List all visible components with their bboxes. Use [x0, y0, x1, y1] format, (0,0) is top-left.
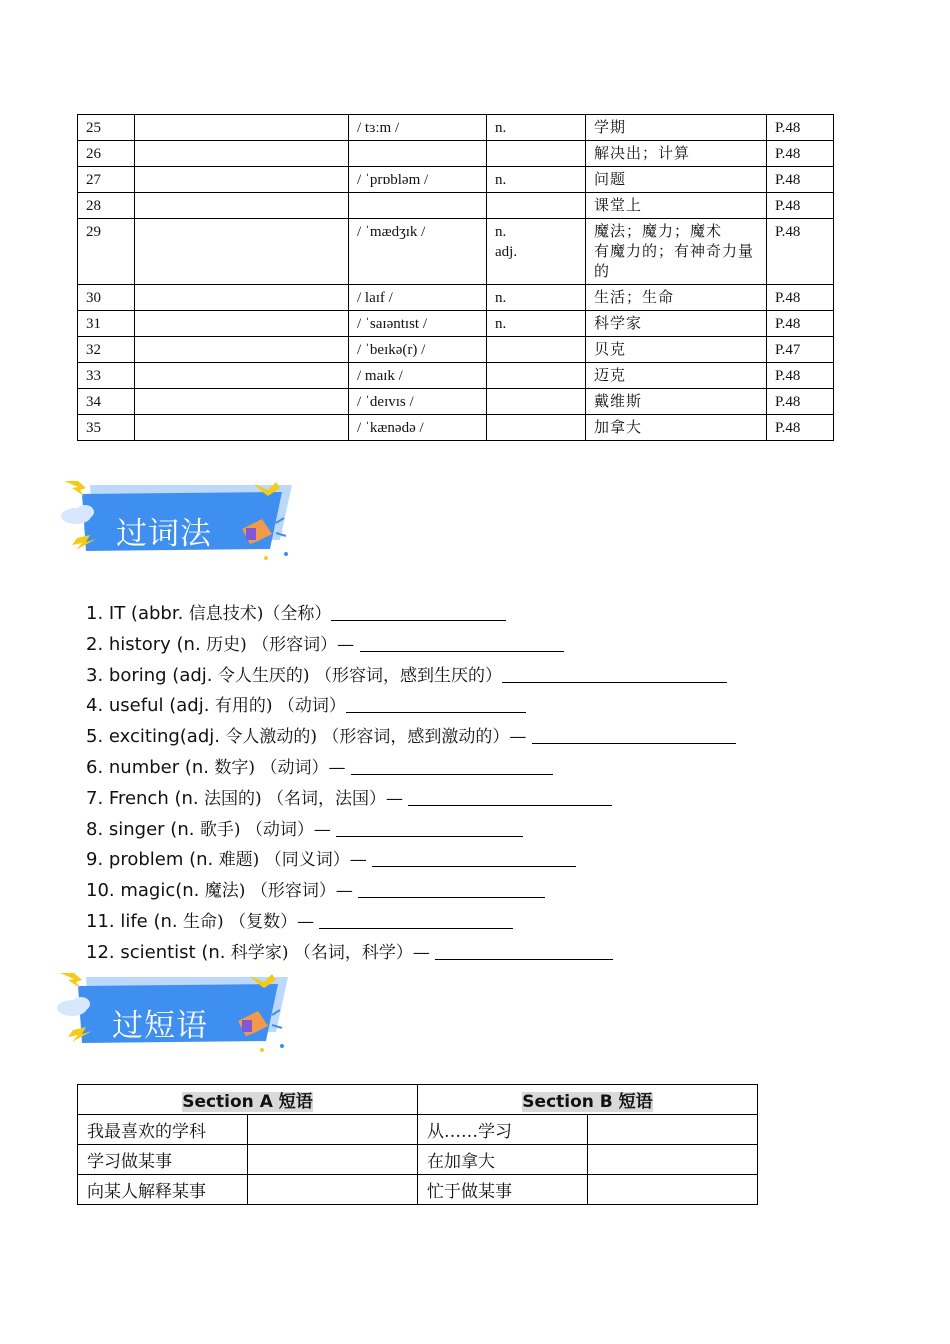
- row-number: 25: [78, 115, 135, 141]
- table-row: [78, 141, 834, 167]
- exercise-word: 1. IT (abbr.: [86, 603, 184, 624]
- chinese-meaning: 加拿大: [586, 415, 767, 441]
- table-row: [78, 219, 834, 285]
- page-reference: P.48: [767, 363, 834, 389]
- page-reference: P.48: [767, 193, 834, 219]
- row-number: 30: [78, 285, 135, 311]
- section-a-header: Section A 短语: [78, 1085, 418, 1115]
- word-answer-cell[interactable]: [135, 363, 349, 389]
- exercise-item: [86, 629, 736, 660]
- page-reference: P.48: [767, 389, 834, 415]
- phonetic: / ˈprɒbləm /: [349, 167, 487, 193]
- part-of-speech: [487, 337, 586, 363]
- answer-blank[interactable]: [408, 785, 612, 806]
- section-a-phrase: 我最喜欢的学科: [78, 1115, 248, 1145]
- exercise-item: [86, 875, 736, 906]
- word-answer-cell[interactable]: [135, 141, 349, 167]
- table-row: [78, 415, 834, 441]
- exercise-hint: 信息技术)（全称）: [183, 604, 332, 624]
- row-number: 35: [78, 415, 135, 441]
- table-row: [78, 193, 834, 219]
- section-a-answer[interactable]: [248, 1115, 418, 1145]
- section-a-answer[interactable]: [248, 1175, 418, 1205]
- phrases-header-row: [78, 1085, 758, 1115]
- exercise-item: [86, 660, 736, 691]
- answer-blank[interactable]: [331, 600, 506, 621]
- section-b-phrase: 忙于做某事: [418, 1175, 588, 1205]
- exercise-hint: 歌手) （动词）—: [194, 819, 337, 840]
- phonetic: / ˈdeɪvɪs /: [349, 389, 487, 415]
- answer-blank[interactable]: [336, 816, 523, 837]
- phonetic: [349, 141, 487, 167]
- word-answer-cell[interactable]: [135, 337, 349, 363]
- section-b-answer[interactable]: [588, 1175, 758, 1205]
- row-number: 27: [78, 167, 135, 193]
- page-reference: P.48: [767, 415, 834, 441]
- phonetic: / ˈkænədə /: [349, 415, 487, 441]
- word-answer-cell[interactable]: [135, 415, 349, 441]
- exercise-word: 11. life (n.: [86, 910, 178, 932]
- word-form-exercises: [86, 598, 736, 968]
- chinese-meaning: 问题: [586, 167, 767, 193]
- exercise-word: 2. history (n.: [86, 633, 201, 655]
- part-of-speech: [487, 389, 586, 415]
- part-of-speech: [487, 193, 586, 219]
- page-reference: P.47: [767, 337, 834, 363]
- exercise-hint: 生命) （复数）—: [177, 911, 320, 932]
- part-of-speech: n.: [487, 311, 586, 337]
- phonetic: / tɜːm /: [349, 115, 487, 141]
- page-reference: P.48: [767, 115, 834, 141]
- exercise-word: 6. number (n.: [86, 756, 210, 778]
- table-row: [78, 389, 834, 415]
- exercise-word: 12. scientist (n.: [86, 941, 226, 963]
- part-of-speech: n.: [487, 115, 586, 141]
- exercise-word: 3. boring (adj.: [86, 664, 213, 686]
- section-a-answer[interactable]: [248, 1145, 418, 1175]
- part-of-speech: n.: [487, 285, 586, 311]
- word-answer-cell[interactable]: [135, 219, 349, 285]
- word-answer-cell[interactable]: [135, 389, 349, 415]
- exercise-hint: 令人激动的) （形容词，感到激动的）—: [219, 727, 532, 748]
- chinese-meaning: 解决出；计算: [586, 141, 767, 167]
- section-b-phrase: 从……学习: [418, 1115, 588, 1145]
- section-b-phrase: 在加拿大: [418, 1145, 588, 1175]
- chinese-meaning: 戴维斯: [586, 389, 767, 415]
- exercise-item: [86, 598, 736, 629]
- exercise-word: 7. French (n.: [86, 787, 199, 809]
- exercise-word: 8. singer (n.: [86, 818, 195, 840]
- table-row: [78, 167, 834, 193]
- table-row: [78, 1175, 758, 1205]
- exercise-item: [86, 906, 736, 937]
- answer-blank[interactable]: [502, 662, 727, 683]
- phonetic: / ˈbeɪkə(r) /: [349, 337, 487, 363]
- exercise-hint: 历史) （形容词）—: [200, 634, 360, 655]
- exercise-item: [86, 844, 736, 875]
- section-b-answer[interactable]: [588, 1145, 758, 1175]
- page-reference: P.48: [767, 285, 834, 311]
- answer-blank[interactable]: [319, 908, 513, 929]
- exercise-item: [86, 814, 736, 845]
- table-row: [78, 1115, 758, 1145]
- exercise-hint: 科学家) （名词，科学）—: [225, 942, 436, 963]
- row-number: 28: [78, 193, 135, 219]
- page-reference: P.48: [767, 167, 834, 193]
- phonetic: / maɪk /: [349, 363, 487, 389]
- table-row: [78, 311, 834, 337]
- chinese-meaning: 生活；生命: [586, 285, 767, 311]
- word-answer-cell[interactable]: [135, 193, 349, 219]
- word-answer-cell[interactable]: [135, 167, 349, 193]
- exercise-hint: 魔法) （形容词）—: [199, 881, 359, 902]
- word-answer-cell[interactable]: [135, 311, 349, 337]
- row-number: 29: [78, 219, 135, 285]
- section-banner-words: [54, 478, 304, 570]
- vocabulary-table: [77, 114, 834, 441]
- phonetic: / ˈsaɪəntɪst /: [349, 311, 487, 337]
- section-a-phrase: 学习做某事: [78, 1145, 248, 1175]
- section-b-header: Section B 短语: [418, 1085, 758, 1115]
- row-number: 34: [78, 389, 135, 415]
- answer-blank[interactable]: [435, 939, 613, 960]
- row-number: 33: [78, 363, 135, 389]
- phrases-table: [77, 1084, 758, 1205]
- exercise-hint: 令人生厌的) （形容词，感到生厌的）: [212, 665, 502, 686]
- exercise-item: [86, 721, 736, 752]
- exercise-word: 4. useful (adj.: [86, 695, 210, 717]
- exercise-hint: 难题) （同义词）—: [213, 850, 373, 871]
- chinese-meaning: 贝克: [586, 337, 767, 363]
- banner-title: 过词法: [116, 516, 212, 552]
- section-banner-phrases: [50, 970, 300, 1062]
- part-of-speech: [487, 415, 586, 441]
- part-of-speech: [487, 141, 586, 167]
- phonetic: / laɪf /: [349, 285, 487, 311]
- chinese-meaning: 科学家: [586, 311, 767, 337]
- exercise-item: [86, 937, 736, 968]
- answer-blank[interactable]: [351, 754, 553, 775]
- answer-blank[interactable]: [346, 692, 526, 713]
- answer-blank[interactable]: [360, 631, 564, 652]
- answer-blank[interactable]: [358, 877, 545, 898]
- part-of-speech: [487, 363, 586, 389]
- exercise-item: [86, 690, 736, 721]
- part-of-speech: n. adj.: [487, 219, 586, 285]
- exercise-hint: 法国的) （名词，法国）—: [198, 788, 409, 809]
- section-b-answer[interactable]: [588, 1115, 758, 1145]
- word-answer-cell[interactable]: [135, 285, 349, 311]
- phonetic: [349, 193, 487, 219]
- chinese-meaning: 课堂上: [586, 193, 767, 219]
- row-number: 31: [78, 311, 135, 337]
- page-reference: P.48: [767, 219, 834, 285]
- page-reference: P.48: [767, 311, 834, 337]
- table-row: [78, 1145, 758, 1175]
- row-number: 26: [78, 141, 135, 167]
- table-row: [78, 115, 834, 141]
- chinese-meaning: 魔法；魔力；魔术 有魔力的；有神奇力量的: [586, 219, 767, 285]
- row-number: 32: [78, 337, 135, 363]
- section-a-phrase: 向某人解释某事: [78, 1175, 248, 1205]
- table-row: [78, 337, 834, 363]
- exercise-hint: 有用的) （动词）: [209, 696, 346, 717]
- table-row: [78, 363, 834, 389]
- answer-blank[interactable]: [532, 723, 736, 744]
- page-reference: P.48: [767, 141, 834, 167]
- exercise-item: [86, 783, 736, 814]
- exercise-hint: 数字) （动词）—: [209, 757, 351, 778]
- exercise-word: 10. magic(n.: [86, 880, 200, 902]
- chinese-meaning: 学期: [586, 115, 767, 141]
- phonetic: / ˈmædʒɪk /: [349, 219, 487, 285]
- banner-title: 过短语: [112, 1008, 208, 1044]
- exercise-word: 9. problem (n.: [86, 849, 214, 871]
- exercise-word: 5. exciting(adj.: [86, 726, 220, 748]
- word-answer-cell[interactable]: [135, 115, 349, 141]
- table-row: [78, 285, 834, 311]
- answer-blank[interactable]: [372, 846, 576, 867]
- exercise-item: [86, 752, 736, 783]
- chinese-meaning: 迈克: [586, 363, 767, 389]
- part-of-speech: n.: [487, 167, 586, 193]
